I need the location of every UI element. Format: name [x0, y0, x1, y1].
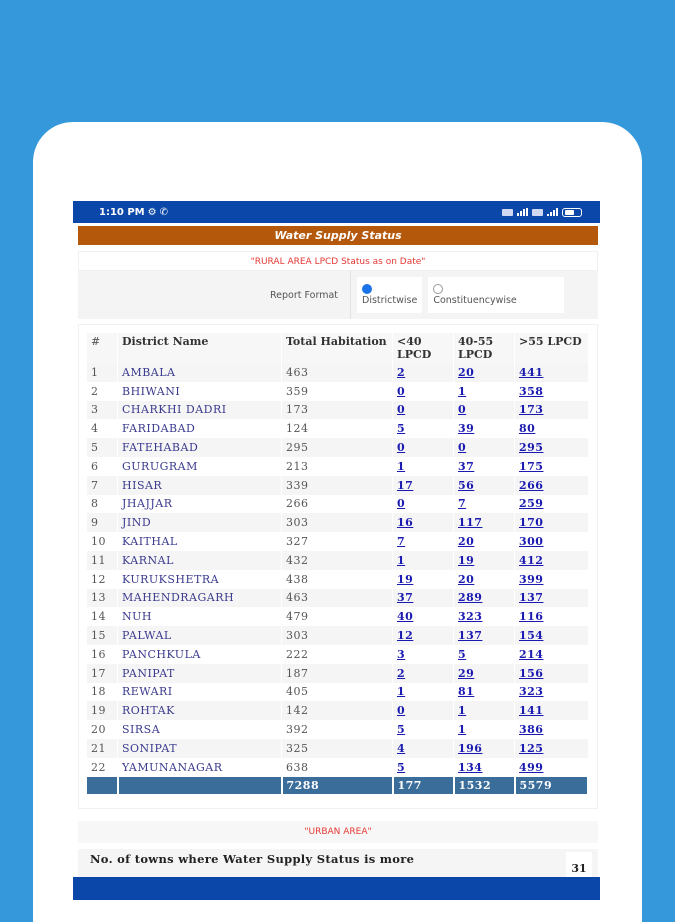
district-name: PANCHKULA [118, 645, 282, 664]
gt55-link[interactable]: 412 [519, 553, 544, 567]
lt40-link[interactable]: 40 [397, 610, 414, 624]
col-header-total: Total Habitation [282, 333, 393, 363]
gt55-link-cell [515, 495, 589, 514]
gt55-link[interactable]: 399 [519, 572, 544, 586]
total-habitation: 142 [282, 701, 393, 720]
table-row [87, 701, 588, 720]
page-title: Water Supply Status [78, 226, 598, 245]
40-55-link[interactable]: 19 [458, 553, 475, 567]
40-55-link-cell [454, 758, 515, 777]
table-row [87, 419, 588, 438]
lt40-link[interactable]: 1 [397, 459, 406, 473]
total-habitation: 392 [282, 720, 393, 739]
total-habitation: 187 [282, 664, 393, 683]
col-header-number: # [87, 333, 118, 363]
40-55-link-cell [454, 683, 515, 702]
district-name: YAMUNANAGAR [118, 758, 282, 777]
lt40-link[interactable]: 0 [397, 384, 406, 398]
40-55-link-cell [454, 457, 515, 476]
lt40-link[interactable]: 2 [397, 666, 406, 680]
lt40-link[interactable]: 2 [397, 365, 406, 379]
lt40-link-cell [393, 363, 454, 382]
total-habitation: 266 [282, 495, 393, 514]
gt55-link[interactable]: 214 [519, 647, 544, 661]
row-number: 19 [87, 701, 118, 720]
radio-label: Districtwise [362, 295, 418, 306]
gt55-link-cell [515, 645, 589, 664]
district-name: PANIPAT [118, 664, 282, 683]
lt40-link-cell [393, 589, 454, 608]
lt40-link[interactable]: 37 [397, 591, 414, 605]
total-habitation: 327 [282, 532, 393, 551]
gt55-link-cell [515, 664, 589, 683]
table-row [87, 758, 588, 777]
total-habitation: 325 [282, 739, 393, 758]
gt55-link-cell [515, 438, 589, 457]
lt40-link[interactable]: 7 [397, 535, 406, 549]
table-row [87, 626, 588, 645]
table-row [87, 476, 588, 495]
gt55-link-cell [515, 382, 589, 401]
40-55-link-cell [454, 382, 515, 401]
40-55-link-cell [454, 589, 515, 608]
district-name: AMBALA [118, 363, 282, 382]
gt55-link[interactable]: 80 [519, 422, 536, 436]
gt55-link-cell [515, 626, 589, 645]
divider [350, 271, 351, 319]
table-row [87, 401, 588, 420]
lt40-link[interactable]: 19 [397, 572, 414, 586]
gt55-link[interactable]: 323 [519, 685, 544, 699]
district-name: MAHENDRAGARH [118, 589, 282, 608]
radio-label: Constituencywise [433, 295, 517, 306]
lt40-link-cell [393, 626, 454, 645]
gt55-link-cell [515, 589, 589, 608]
lt40-link-cell [393, 758, 454, 777]
navigation-bar [73, 877, 600, 900]
gt55-link[interactable]: 386 [519, 723, 544, 737]
total-habitation: 638 [282, 758, 393, 777]
40-55-link[interactable]: 1 [458, 384, 467, 398]
total-habitation: 432 [282, 551, 393, 570]
40-55-link[interactable]: 7 [458, 497, 467, 511]
total-habitation: 213 [282, 457, 393, 476]
battery-icon [562, 208, 582, 217]
lt40-link-cell [393, 401, 454, 420]
phone-screen [73, 201, 600, 900]
whatsapp-icon: ✆ [159, 206, 168, 218]
table-row [87, 664, 588, 683]
settings-icon: ⚙ [147, 206, 157, 218]
gt55-link-cell [515, 532, 589, 551]
total-habitation: 463 [282, 363, 393, 382]
signal-icon [547, 208, 558, 216]
gt55-link[interactable]: 170 [519, 516, 544, 530]
total-habitation: 173 [282, 401, 393, 420]
table-row [87, 382, 588, 401]
urban-area-caption: "URBAN AREA" [78, 821, 598, 843]
total-40-55-sum: 1532 [454, 777, 515, 794]
lt40-link[interactable]: 0 [397, 441, 406, 455]
gt55-link[interactable]: 266 [519, 478, 544, 492]
gt55-link-cell [515, 758, 589, 777]
row-number: 21 [87, 739, 118, 758]
lt40-link-cell [393, 532, 454, 551]
40-55-link[interactable]: 117 [458, 516, 483, 530]
40-55-link[interactable]: 20 [458, 365, 475, 379]
40-55-link[interactable]: 289 [458, 591, 483, 605]
lt40-link-cell [393, 457, 454, 476]
signal-icon [517, 208, 528, 216]
40-55-link-cell [454, 401, 515, 420]
status-time: 1:10 PM [99, 206, 145, 218]
district-table [87, 333, 589, 794]
lt40-link-cell [393, 607, 454, 626]
gt55-link-cell [515, 607, 589, 626]
40-55-link-cell [454, 607, 515, 626]
row-number: 8 [87, 495, 118, 514]
40-55-link[interactable]: 20 [458, 572, 475, 586]
total-habitation: 359 [282, 382, 393, 401]
40-55-link-cell [454, 701, 515, 720]
gt55-link[interactable]: 259 [519, 497, 544, 511]
row-number: 3 [87, 401, 118, 420]
radio-selected-icon[interactable] [362, 284, 372, 294]
40-55-link-cell [454, 626, 515, 645]
table-row [87, 438, 588, 457]
lt40-link[interactable]: 5 [397, 723, 406, 737]
gt55-link[interactable]: 125 [519, 741, 544, 755]
towns-label: No. of towns where Water Supply Status is more [90, 851, 415, 866]
gt55-link-cell [515, 701, 589, 720]
row-number: 6 [87, 457, 118, 476]
row-number: 11 [87, 551, 118, 570]
gt55-link[interactable]: 154 [519, 629, 544, 643]
table-header-row [87, 333, 588, 363]
district-name: SIRSA [118, 720, 282, 739]
lt40-link-cell [393, 382, 454, 401]
gt55-link[interactable]: 499 [519, 760, 544, 774]
district-name: BHIWANI [118, 382, 282, 401]
radio-constituencywise[interactable] [428, 277, 564, 313]
table-row [87, 363, 588, 382]
40-55-link[interactable]: 134 [458, 760, 483, 774]
district-name: SONIPAT [118, 739, 282, 758]
row-number: 17 [87, 664, 118, 683]
radio-districtwise[interactable] [357, 277, 422, 313]
lt40-link-cell [393, 438, 454, 457]
gt55-link-cell [515, 457, 589, 476]
total-habitation: 124 [282, 419, 393, 438]
row-number: 15 [87, 626, 118, 645]
lt40-link-cell [393, 683, 454, 702]
col-header-40-55: 40-55 LPCD [454, 333, 515, 363]
report-format-label: Report Format [270, 289, 338, 301]
40-55-link-cell [454, 570, 515, 589]
table-row [87, 739, 588, 758]
district-name: NUH [118, 607, 282, 626]
row-number: 9 [87, 513, 118, 532]
40-55-link-cell [454, 363, 515, 382]
table-row [87, 570, 588, 589]
row-number: 18 [87, 683, 118, 702]
lt40-link-cell [393, 551, 454, 570]
volte-icon [502, 209, 513, 216]
lt40-link-cell [393, 495, 454, 514]
lt40-link-cell [393, 476, 454, 495]
lt40-link-cell [393, 720, 454, 739]
row-number: 22 [87, 758, 118, 777]
lt40-link[interactable]: 0 [397, 704, 406, 718]
40-55-link[interactable]: 29 [458, 666, 475, 680]
total-blank [118, 777, 282, 794]
gt55-link-cell [515, 419, 589, 438]
40-55-link-cell [454, 532, 515, 551]
lt40-link[interactable]: 1 [397, 553, 406, 567]
lt40-link[interactable]: 4 [397, 741, 406, 755]
40-55-link[interactable]: 1 [458, 704, 467, 718]
table-body [87, 363, 588, 794]
gt55-link[interactable]: 141 [519, 704, 544, 718]
table-row [87, 589, 588, 608]
table-row [87, 645, 588, 664]
total-gt55-sum: 5579 [515, 777, 589, 794]
40-55-link[interactable]: 5 [458, 647, 467, 661]
40-55-link[interactable]: 196 [458, 741, 483, 755]
40-55-link[interactable]: 20 [458, 535, 475, 549]
row-number: 14 [87, 607, 118, 626]
40-55-link-cell [454, 551, 515, 570]
40-55-link-cell [454, 720, 515, 739]
gt55-link[interactable]: 137 [519, 591, 544, 605]
district-name: KURUKSHETRA [118, 570, 282, 589]
table-row [87, 720, 588, 739]
total-lt40-sum: 177 [393, 777, 454, 794]
40-55-link[interactable]: 81 [458, 685, 475, 699]
lt40-link-cell [393, 419, 454, 438]
volte-icon [532, 209, 543, 216]
40-55-link[interactable]: 137 [458, 629, 483, 643]
gt55-link[interactable]: 441 [519, 365, 544, 379]
lt40-link[interactable]: 3 [397, 647, 406, 661]
row-number: 12 [87, 570, 118, 589]
total-habitation: 405 [282, 683, 393, 702]
gt55-link[interactable]: 156 [519, 666, 544, 680]
table-row [87, 513, 588, 532]
lt40-link-cell [393, 570, 454, 589]
lt40-link[interactable]: 0 [397, 403, 406, 417]
district-name: FARIDABAD [118, 419, 282, 438]
gt55-link[interactable]: 295 [519, 441, 544, 455]
gt55-link[interactable]: 358 [519, 384, 544, 398]
row-number: 20 [87, 720, 118, 739]
radio-unselected-icon[interactable] [433, 284, 443, 294]
40-55-link[interactable]: 0 [458, 403, 467, 417]
lt40-link-cell [393, 739, 454, 758]
total-habitation: 339 [282, 476, 393, 495]
lt40-link-cell [393, 645, 454, 664]
gt55-link-cell [515, 570, 589, 589]
gt55-link-cell [515, 739, 589, 758]
gt55-link[interactable]: 116 [519, 610, 544, 624]
district-name: KARNAL [118, 551, 282, 570]
lt40-link[interactable]: 16 [397, 516, 414, 530]
lt40-link[interactable]: 5 [397, 760, 406, 774]
table-row [87, 551, 588, 570]
table-row [87, 457, 588, 476]
40-55-link[interactable]: 1 [458, 723, 467, 737]
col-header-gt55: >55 LPCD [515, 333, 589, 363]
table-row [87, 683, 588, 702]
40-55-link-cell [454, 739, 515, 758]
total-habitation: 438 [282, 570, 393, 589]
40-55-link-cell [454, 495, 515, 514]
table-row [87, 495, 588, 514]
row-number: 13 [87, 589, 118, 608]
table-row [87, 532, 588, 551]
total-habitation: 463 [282, 589, 393, 608]
lt40-link[interactable]: 12 [397, 629, 414, 643]
district-name: CHARKHI DADRI [118, 401, 282, 420]
lt40-link[interactable]: 1 [397, 685, 406, 699]
gt55-link-cell [515, 513, 589, 532]
lt40-link-cell [393, 664, 454, 683]
40-55-link[interactable]: 323 [458, 610, 483, 624]
col-header-district: District Name [118, 333, 282, 363]
gt55-link-cell [515, 720, 589, 739]
total-blank [87, 777, 118, 794]
district-name: ROHTAK [118, 701, 282, 720]
report-format-row [78, 271, 598, 319]
40-55-link-cell [454, 419, 515, 438]
40-55-link[interactable]: 56 [458, 478, 475, 492]
total-habitation-sum: 7288 [282, 777, 393, 794]
district-name: PALWAL [118, 626, 282, 645]
gt55-link[interactable]: 175 [519, 459, 544, 473]
40-55-link-cell [454, 645, 515, 664]
district-name: GURUGRAM [118, 457, 282, 476]
district-name: JHAJJAR [118, 495, 282, 514]
row-number: 16 [87, 645, 118, 664]
total-habitation: 222 [282, 645, 393, 664]
row-number: 10 [87, 532, 118, 551]
40-55-link[interactable]: 37 [458, 459, 475, 473]
40-55-link[interactable]: 39 [458, 422, 475, 436]
row-number: 5 [87, 438, 118, 457]
district-table-container [78, 324, 598, 809]
row-number: 1 [87, 363, 118, 382]
gt55-link[interactable]: 173 [519, 403, 544, 417]
gt55-link-cell [515, 683, 589, 702]
lt40-link[interactable]: 17 [397, 478, 414, 492]
lt40-link-cell [393, 701, 454, 720]
total-habitation: 303 [282, 513, 393, 532]
lt40-link[interactable]: 5 [397, 422, 406, 436]
lt40-link[interactable]: 0 [397, 497, 406, 511]
40-55-link[interactable]: 0 [458, 441, 467, 455]
row-number: 7 [87, 476, 118, 495]
40-55-link-cell [454, 476, 515, 495]
total-habitation: 303 [282, 626, 393, 645]
gt55-link-cell [515, 401, 589, 420]
district-name: REWARI [118, 683, 282, 702]
gt55-link[interactable]: 300 [519, 535, 544, 549]
40-55-link-cell [454, 438, 515, 457]
gt55-link-cell [515, 476, 589, 495]
totals-row [87, 777, 588, 794]
40-55-link-cell [454, 513, 515, 532]
40-55-link-cell [454, 664, 515, 683]
col-header-lt40: <40 LPCD [393, 333, 454, 363]
total-habitation: 295 [282, 438, 393, 457]
row-number: 4 [87, 419, 118, 438]
towns-count[interactable]: 31 [566, 852, 592, 882]
district-name: HISAR [118, 476, 282, 495]
district-name: FATEHABAD [118, 438, 282, 457]
status-bar [73, 201, 600, 223]
row-number: 2 [87, 382, 118, 401]
total-habitation: 479 [282, 607, 393, 626]
district-name: KAITHAL [118, 532, 282, 551]
lt40-link-cell [393, 513, 454, 532]
gt55-link-cell [515, 363, 589, 382]
rural-area-caption: "RURAL AREA LPCD Status as on Date" [78, 251, 598, 271]
table-row [87, 607, 588, 626]
gt55-link-cell [515, 551, 589, 570]
district-name: JIND [118, 513, 282, 532]
